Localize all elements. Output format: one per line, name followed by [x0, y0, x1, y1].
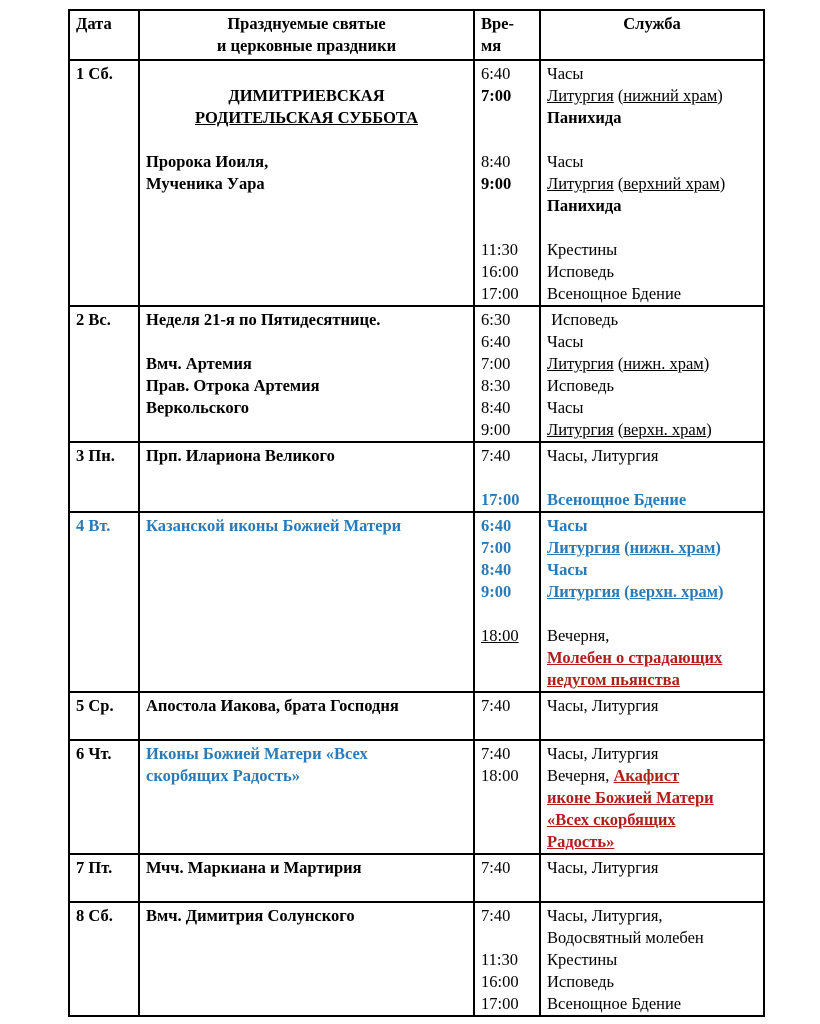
service-line: Литургия (нижний храм)	[547, 86, 723, 105]
service-line: иконе Божией Матери	[547, 788, 714, 807]
service-line: Литургия (верхн. храм)	[547, 582, 724, 601]
row-date: 1 Сб.	[69, 60, 139, 306]
service-line: Литургия (верхн. храм)	[547, 420, 712, 439]
service-line: Водосвятный молебен	[547, 928, 704, 947]
row-times	[474, 442, 540, 512]
header-date: Дата	[69, 10, 139, 60]
time-line: 17:00	[481, 490, 520, 509]
feast-line: Прав. Отрока Артемия	[146, 376, 320, 395]
row-services	[540, 740, 764, 854]
time-line: 11:30	[481, 950, 518, 969]
header-feasts	[139, 10, 474, 60]
row-feasts	[139, 740, 474, 854]
service-line: Часы	[547, 516, 588, 535]
time-line: 17:00	[481, 994, 519, 1013]
time-line: 8:40	[481, 398, 511, 417]
service-line: Часы, Литургия	[547, 446, 659, 465]
feast-line: скорбящих Радость»	[146, 766, 300, 785]
header-row	[69, 10, 764, 60]
service-line: Исповедь	[547, 262, 615, 281]
time-line: 6:30	[481, 310, 511, 329]
row-feasts	[139, 60, 474, 306]
service-line: Часы	[547, 398, 584, 417]
time-line: 9:00	[481, 582, 512, 601]
row-date: 5 Ср.	[69, 692, 139, 740]
feast-line: Мученика Уара	[146, 174, 265, 193]
service-line: Крестины	[547, 240, 618, 259]
row-date: 3 Пн.	[69, 442, 139, 512]
row-feasts	[139, 692, 474, 740]
feast-line: Вмч. Димитрия Солунского	[146, 906, 355, 925]
row-services	[540, 692, 764, 740]
time-line: 7:00	[481, 538, 512, 557]
service-line: Молебен о страдающих	[547, 648, 723, 667]
feast-line: Неделя 21-я по Пятидесятнице.	[146, 310, 381, 329]
row-date: 4 Вт.	[69, 512, 139, 692]
time-line: 9:00	[481, 420, 511, 439]
feast-line: Казанской иконы Божией Матери	[146, 516, 402, 535]
feast-line: РОДИТЕЛЬСКАЯ СУББОТА	[194, 108, 419, 127]
service-line: Радость»	[547, 832, 615, 851]
row-times	[474, 902, 540, 1016]
service-line: недугом пьянства	[547, 670, 680, 689]
time-line: 16:00	[481, 972, 519, 991]
feast-line: Веркольского	[146, 398, 250, 417]
table-row	[69, 902, 764, 1016]
service-line: Часы	[547, 332, 584, 351]
table-row	[69, 442, 764, 512]
table-row	[69, 60, 764, 306]
service-line: Вечерня, Акафист	[547, 766, 680, 785]
service-line: Часы	[547, 64, 584, 83]
row-times	[474, 692, 540, 740]
feast-line: Мчч. Маркиана и Мартирия	[146, 858, 362, 877]
feast-line: Иконы Божией Матери «Всех	[146, 744, 368, 763]
service-line: Всенощное Бдение	[547, 490, 687, 509]
service-line: Часы	[547, 560, 588, 579]
service-line: Исповедь	[547, 376, 615, 395]
row-services	[540, 512, 764, 692]
time-line: 6:40	[481, 332, 511, 351]
service-line: Исповедь	[547, 972, 615, 991]
service-line: Часы, Литургия	[547, 744, 659, 763]
table-row	[69, 692, 764, 740]
service-line: Панихида	[547, 196, 622, 215]
row-services	[540, 442, 764, 512]
feast-line: Пророка Иоиля,	[146, 152, 269, 171]
row-date: 6 Чт.	[69, 740, 139, 854]
time-line: 17:00	[481, 284, 519, 303]
time-line: 8:40	[481, 560, 512, 579]
header-time-line2: мя	[481, 36, 502, 55]
table-row	[69, 854, 764, 902]
service-line: Вечерня,	[547, 626, 610, 645]
time-line: 8:30	[481, 376, 511, 395]
feast-line: Апостола Иакова, брата Господня	[146, 696, 399, 715]
row-feasts	[139, 854, 474, 902]
row-date: 8 Сб.	[69, 902, 139, 1016]
time-line: 7:00	[481, 354, 511, 373]
time-line: 11:30	[481, 240, 518, 259]
row-times	[474, 740, 540, 854]
header-feasts-line1: Празднуемые святые	[227, 14, 386, 33]
row-services	[540, 902, 764, 1016]
header-time-line1: Вре-	[481, 14, 514, 33]
time-line: 7:00	[481, 86, 512, 105]
time-line: 7:40	[481, 446, 511, 465]
row-feasts	[139, 442, 474, 512]
service-line: Часы	[547, 152, 584, 171]
row-times	[474, 512, 540, 692]
feast-line: Вмч. Артемия	[146, 354, 252, 373]
time-line: 7:40	[481, 858, 511, 877]
table-row	[69, 740, 764, 854]
row-times	[474, 854, 540, 902]
service-line: Панихида	[547, 108, 622, 127]
time-line: 7:40	[481, 906, 511, 925]
service-line: Часы, Литургия	[547, 696, 659, 715]
time-line: 9:00	[481, 174, 512, 193]
service-line: Всенощное Бдение	[547, 284, 682, 303]
feast-line: ДИМИТРИЕВСКАЯ	[228, 86, 385, 105]
time-line: 8:40	[481, 152, 511, 171]
row-services	[540, 306, 764, 442]
row-feasts	[139, 902, 474, 1016]
time-line: 6:40	[481, 516, 512, 535]
row-services	[540, 60, 764, 306]
time-line: 16:00	[481, 262, 519, 281]
table-row	[69, 306, 764, 442]
row-times	[474, 306, 540, 442]
feast-line: Прп. Илариона Великого	[146, 446, 335, 465]
row-services	[540, 854, 764, 902]
service-line: Литургия (нижн. храм)	[547, 354, 710, 373]
row-date: 7 Пт.	[69, 854, 139, 902]
service-line: Часы, Литургия,	[547, 906, 663, 925]
time-line: 6:40	[481, 64, 511, 83]
service-line: Часы, Литургия	[547, 858, 659, 877]
header-feasts-line2: и церковные праздники	[216, 36, 397, 55]
time-line: 7:40	[481, 696, 511, 715]
time-line: 7:40	[481, 744, 511, 763]
service-line: Крестины	[547, 950, 618, 969]
table-row	[69, 512, 764, 692]
time-line: 18:00	[481, 626, 519, 645]
schedule-table	[68, 9, 765, 1017]
service-line: Литургия (верхний храм)	[547, 174, 726, 193]
service-line: Литургия (нижн. храм)	[547, 538, 721, 557]
time-line: 18:00	[481, 766, 519, 785]
row-feasts	[139, 306, 474, 442]
service-line: Исповедь	[547, 310, 619, 329]
header-time	[474, 10, 540, 60]
service-line: Всенощное Бдение	[547, 994, 682, 1013]
header-service: Служба	[540, 10, 764, 60]
row-times	[474, 60, 540, 306]
service-line: «Всех скорбящих	[547, 810, 676, 829]
row-date: 2 Вс.	[69, 306, 139, 442]
row-feasts	[139, 512, 474, 692]
